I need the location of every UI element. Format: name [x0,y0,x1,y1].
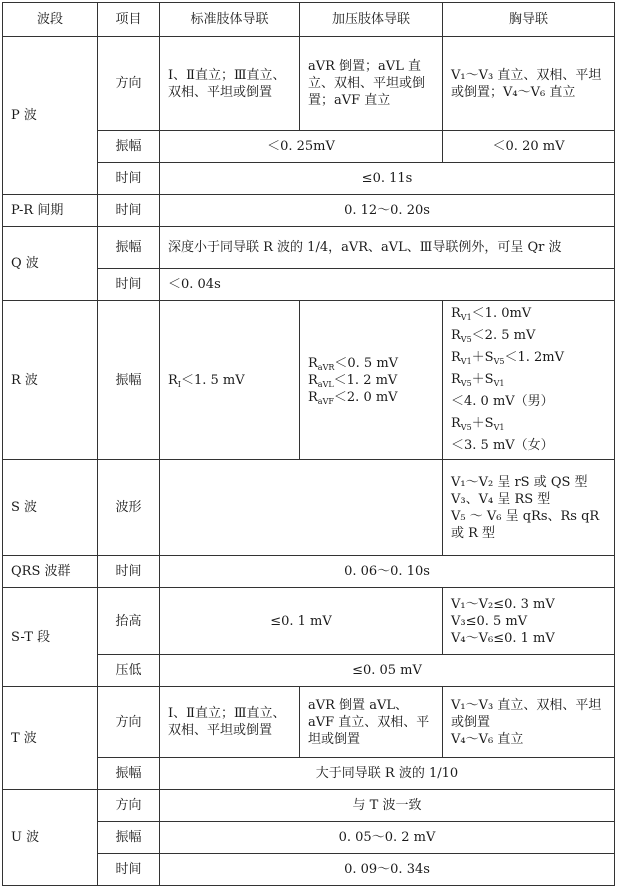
st-elev-chest [443,588,615,655]
r-avf: $R_{aVF}<2$. 0 mV [308,389,398,406]
header-item: 项目 [98,3,160,37]
s-limb-empty [160,460,443,556]
header-row [3,3,615,37]
r-avr: $R_{aVR}<0$. 5 mV [308,355,399,372]
wave-p: P 波 [3,37,98,195]
u-dir-value: 与 T 波一致 [160,790,615,822]
item-label: 波形 [98,460,160,556]
t-dir-standard: Ⅰ、Ⅱ直立；Ⅲ直立、双相、平坦或倒置 [160,687,300,758]
s-v5-v6: V₅ ～ V₆ 呈 qRs、Rs qR 或 R 型 [451,508,600,541]
r-augmented [300,301,443,460]
item-label: 时间 [98,556,160,588]
pr-value: 0. 12～0. 20s [160,195,615,227]
item-label: 方向 [98,790,160,822]
r-v5-sv1-male: $R_{V5}+S_{V1}<4$. 0 mV（男） [451,372,554,409]
table-row [3,195,615,227]
table-row [3,687,615,758]
table-row [3,588,615,655]
p-amp-chest: ＜0. 20 mV [443,131,615,163]
s-chest [443,460,615,556]
r-v5: $R_{V5}<2$. 5 mV [451,328,536,344]
item-label: 振幅 [98,227,160,269]
q-amp-value: 深度小于同导联 R 波的 1/4，aVR、aVL、Ⅲ导联例外，可呈 Qr 波 [160,227,615,269]
item-label: 振幅 [98,301,160,460]
st-dep-value: ≤0. 05 mV [160,655,615,687]
st-v3: V₃≤0. 5 mV [451,613,528,629]
r-v1-sv5: $R_{V1}+S_{V5}<1$. 2mV [451,350,564,366]
table-row [3,227,615,269]
table-row [3,556,615,588]
t-dir-augmented: aVR 倒置 aVL、aVF 直立、双相、平坦或倒置 [300,687,443,758]
table-row [3,460,615,556]
wave-qrs: QRS 波群 [3,556,98,588]
qrs-value: 0. 06～0. 10s [160,556,615,588]
p-dir-chest: V₁～V₃ 直立、双相、平坦或倒置；V₄～V₆ 直立 [443,37,615,131]
ecg-normal-values-table [2,2,615,886]
r-standard: $R_Ⅰ<1$. 5 mV [160,301,300,460]
item-label: 抬高 [98,588,160,655]
table-row [3,301,615,460]
wave-st: S-T 段 [3,588,98,687]
wave-r: R 波 [3,301,98,460]
item-label: 振幅 [98,131,160,163]
item-label: 时间 [98,269,160,301]
item-label: 压低 [98,655,160,687]
item-label: 时间 [98,163,160,195]
st-v4-v6: V₄～V₆≤0. 1 mV [451,630,555,646]
p-time-value: ≤0. 11s [160,163,615,195]
s-v3-v4: V₃、V₄ 呈 RS 型 [451,491,551,507]
s-v1-v2: V₁～V₂ 呈 rS 或 QS 型 [451,474,588,490]
item-label: 振幅 [98,822,160,854]
st-v1-v2: V₁～V₂≤0. 3 mV [451,596,555,612]
q-time-value: ＜0. 04s [160,269,615,301]
wave-u: U 波 [3,790,98,886]
header-wave: 波段 [3,3,98,37]
item-label: 方向 [98,37,160,131]
wave-t: T 波 [3,687,98,790]
table-row [3,37,615,131]
st-elev-limb: ≤0. 1 mV [160,588,443,655]
r-avl: $R_{aVL}<1$. 2 mV [308,372,398,389]
t-amp-value: 大于同导联 R 波的 1/10 [160,758,615,790]
item-label: 时间 [98,854,160,886]
header-standard-limb: 标准肢体导联 [160,3,300,37]
wave-pr: P-R 间期 [3,195,98,227]
header-augmented-limb: 加压肢体导联 [300,3,443,37]
t-v1-v3: V₁～V₃ 直立、双相、平坦或倒置 [451,697,602,730]
t-dir-chest [443,687,615,758]
item-label: 方向 [98,687,160,758]
p-dir-augmented: aVR 倒置；aVL 直立、双相、平坦或倒置；aVF 直立 [300,37,443,131]
p-dir-standard: Ⅰ、Ⅱ直立；Ⅲ直立、双相、平坦或倒置 [160,37,300,131]
wave-q: Q 波 [3,227,98,301]
r-v5-sv1-female: $R_{V5}+S_{V1}<3$. 5 mV（女） [451,416,554,453]
r-v1: $R_{V1}<1$. 0mV [451,306,532,322]
item-label: 时间 [98,195,160,227]
header-chest: 胸导联 [443,3,615,37]
u-amp-value: 0. 05～0. 2 mV [160,822,615,854]
table-row [3,790,615,822]
p-amp-limb: ＜0. 25mV [160,131,443,163]
u-time-value: 0. 09～0. 34s [160,854,615,886]
t-v4-v6: V₄～V₆ 直立 [451,731,524,747]
r-chest [443,301,615,460]
item-label: 振幅 [98,758,160,790]
wave-s: S 波 [3,460,98,556]
